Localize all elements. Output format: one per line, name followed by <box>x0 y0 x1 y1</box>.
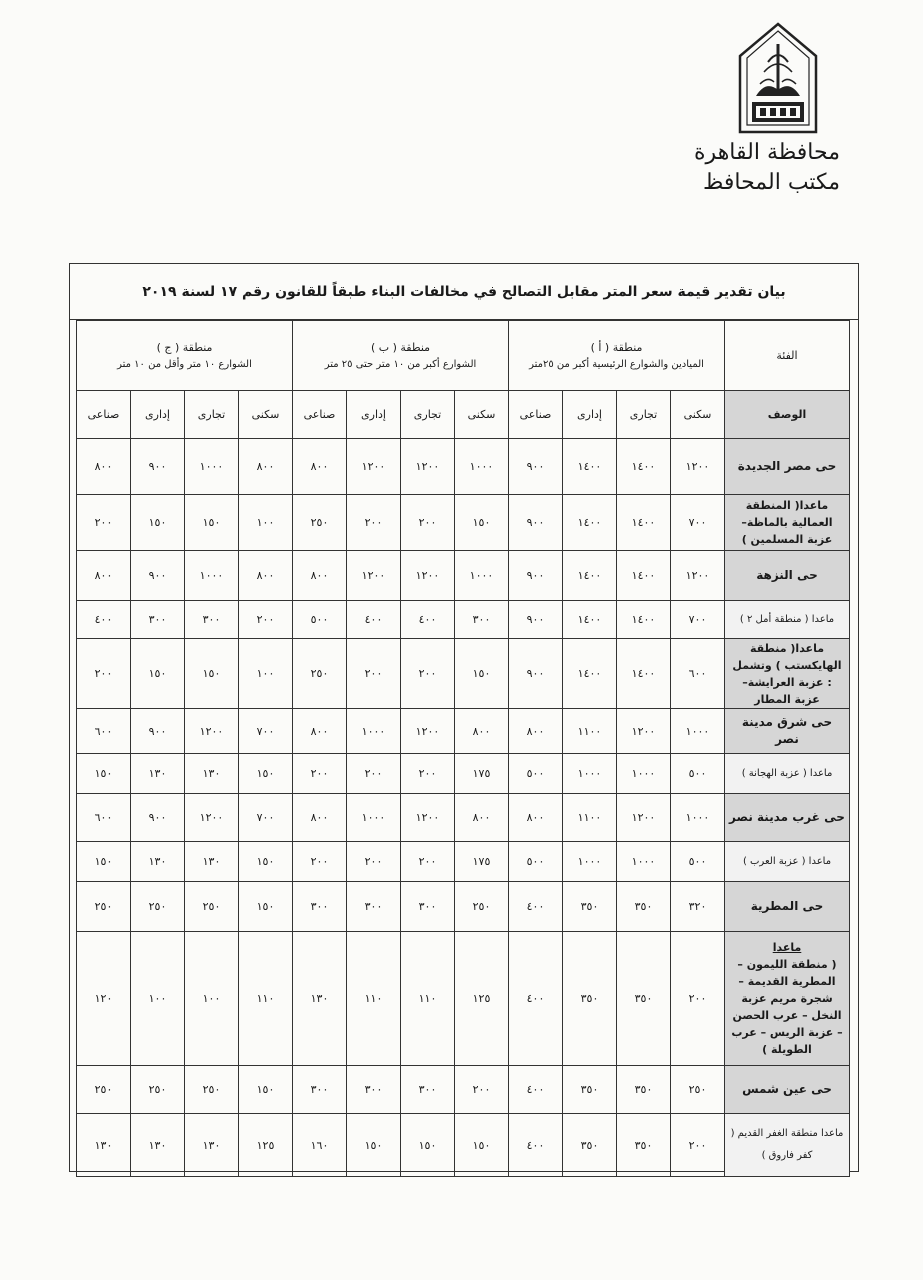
price-cell: ١٤٠٠ <box>563 601 617 639</box>
price-cell: ١٦٠ <box>293 1114 347 1177</box>
price-cell: ٣٠٠ <box>401 882 455 932</box>
price-cell: ١٠٠ <box>131 932 185 1066</box>
district-name <box>725 1066 850 1114</box>
price-cell: ٢٥٠ <box>455 882 509 932</box>
table-title: بيان تقدير قيمة سعر المتر مقابل التصالح في مخالفات البناء طبقاً للقانون رقم ١٧ لسنة ٢٠١٩ <box>70 264 858 320</box>
price-cell: ١٤٠٠ <box>617 495 671 551</box>
price-cell: ١٢٥ <box>455 932 509 1066</box>
description-header: الوصف <box>725 391 850 439</box>
price-cell: ١٧٥ <box>455 842 509 882</box>
price-cell: ٢٠٠ <box>347 639 401 709</box>
usage-header: تجارى <box>617 391 671 439</box>
table-row <box>77 639 850 709</box>
price-cell: ١١٠ <box>401 932 455 1066</box>
district-name <box>725 882 850 932</box>
price-cell: ١٣٠ <box>77 1114 131 1177</box>
price-cell: ٣٢٠ <box>671 882 725 932</box>
price-cell: ٢٠٠ <box>401 754 455 794</box>
usage-header: إدارى <box>131 391 185 439</box>
usage-header: صناعى <box>77 391 131 439</box>
price-cell: ١٥٠ <box>239 842 293 882</box>
price-cell: ٩٠٠ <box>509 601 563 639</box>
table-row <box>77 754 850 794</box>
price-cell: ١٠٠٠ <box>455 551 509 601</box>
price-cell: ٢٠٠ <box>455 1066 509 1114</box>
price-cell: ١٢٠ <box>77 932 131 1066</box>
price-cell: ١٥٠ <box>239 882 293 932</box>
price-cell: ١٢٠٠ <box>401 709 455 754</box>
exception-heading: ماعدا <box>772 941 802 954</box>
price-cell: ٩٠٠ <box>509 495 563 551</box>
price-cell: ١٣٠ <box>293 932 347 1066</box>
district-name <box>725 439 850 495</box>
price-cell: ٢٠٠ <box>671 932 725 1066</box>
row-label: ماعدا ( منطقة أمل ٢ ) <box>739 613 835 625</box>
price-cell: ٩٠٠ <box>131 794 185 842</box>
price-cell: ٦٠٠ <box>671 639 725 709</box>
price-cell: ١٤٠٠ <box>563 639 617 709</box>
price-cell: ٨٠٠ <box>455 794 509 842</box>
price-cell: ٨٠٠ <box>509 709 563 754</box>
price-cell: ٧٠٠ <box>671 495 725 551</box>
price-cell: ٢٠٠ <box>401 842 455 882</box>
pricing-table <box>76 320 850 1177</box>
price-cell: ١٠٠ <box>239 639 293 709</box>
price-cell: ٦٠٠ <box>77 709 131 754</box>
price-cell: ٨٠٠ <box>293 551 347 601</box>
price-cell: ٣٠٠ <box>185 601 239 639</box>
zone-c-name: منطقة ( ج ) <box>156 340 213 354</box>
price-cell: ٤٠٠ <box>509 1114 563 1177</box>
zone-a-header <box>509 321 725 391</box>
table-row <box>77 551 850 601</box>
usage-header: صناعى <box>509 391 563 439</box>
price-cell: ٢٥٠ <box>671 1066 725 1114</box>
price-cell: ١٢٠٠ <box>347 551 401 601</box>
price-cell: ٤٠٠ <box>509 882 563 932</box>
row-label: حى النزهة <box>756 568 818 582</box>
governorate-name: محافظة القاهرة <box>694 140 840 165</box>
price-cell: ٧٠٠ <box>239 709 293 754</box>
usage-header-row <box>77 391 850 439</box>
price-cell: ١١٠٠ <box>563 709 617 754</box>
price-cell: ١٣٠ <box>185 754 239 794</box>
row-label: ماعدا( المنطقة العمالية بالماظة– عزبة المسلمين ) <box>741 499 833 546</box>
price-cell: ٥٠٠ <box>509 754 563 794</box>
price-cell: ١٢٠٠ <box>671 439 725 495</box>
price-cell: ١٤٠٠ <box>563 495 617 551</box>
price-cell: ٨٠٠ <box>293 709 347 754</box>
price-cell: ١١٠ <box>347 932 401 1066</box>
price-cell: ٢٥٠ <box>185 1066 239 1114</box>
row-label: ماعدا ( عزبة الهجانة ) <box>741 767 833 779</box>
exception-description <box>725 932 850 1066</box>
row-label: ماعدا ( عزبة العرب ) <box>742 855 832 867</box>
price-cell: ٢٥٠ <box>293 639 347 709</box>
usage-header: تجارى <box>401 391 455 439</box>
price-cell: ١٤٠٠ <box>617 551 671 601</box>
price-cell: ٨٠٠ <box>293 439 347 495</box>
price-cell: ١٥٠ <box>131 639 185 709</box>
district-name <box>725 551 850 601</box>
exception-description <box>725 495 850 551</box>
pricing-table-frame <box>69 263 859 1172</box>
price-cell: ٢٠٠ <box>671 1114 725 1177</box>
price-cell: ٢٠٠ <box>77 639 131 709</box>
price-cell: ١٤٠٠ <box>617 601 671 639</box>
exception-description <box>725 1114 850 1177</box>
price-cell: ١٠٠٠ <box>617 842 671 882</box>
price-cell: ٣٠٠ <box>131 601 185 639</box>
price-cell: ٥٠٠ <box>509 842 563 882</box>
price-cell: ١٥٠ <box>77 842 131 882</box>
price-cell: ٦٠٠ <box>77 794 131 842</box>
price-cell: ٣٥٠ <box>563 1066 617 1114</box>
price-cell: ١٥٠ <box>239 754 293 794</box>
price-cell: ١٥٠ <box>239 1066 293 1114</box>
price-cell: ١٣٠ <box>131 842 185 882</box>
price-cell: ٣٥٠ <box>563 932 617 1066</box>
price-cell: ١٢٠٠ <box>617 709 671 754</box>
governorate-header <box>690 138 840 198</box>
row-label: حى شرق مدينة نصر <box>741 715 833 746</box>
price-cell: ٥٠٠ <box>671 842 725 882</box>
price-cell: ١٤٠٠ <box>617 639 671 709</box>
price-cell: ٣٠٠ <box>347 882 401 932</box>
price-cell: ١٠٠٠ <box>671 709 725 754</box>
price-cell: ١١٠ <box>239 932 293 1066</box>
exception-description <box>725 639 850 709</box>
row-label: ماعدا منطقة الغفر القديم ( كفر فاروق ) <box>730 1128 844 1161</box>
exception-description <box>725 842 850 882</box>
price-cell: ١٤٠٠ <box>617 439 671 495</box>
price-cell: ١٢٥ <box>239 1114 293 1177</box>
price-cell: ١٠٠٠ <box>185 439 239 495</box>
price-cell: ٢٠٠ <box>77 495 131 551</box>
row-label: حى المطرية <box>750 899 824 913</box>
price-cell: ٣٥٠ <box>563 882 617 932</box>
price-cell: ١٥٠ <box>347 1114 401 1177</box>
price-cell: ١٤٠٠ <box>563 439 617 495</box>
price-cell: ٢٠٠ <box>347 754 401 794</box>
price-cell: ٤٠٠ <box>509 932 563 1066</box>
price-cell: ٢٥٠ <box>131 882 185 932</box>
price-cell: ١٥٠ <box>77 754 131 794</box>
price-cell: ٥٠٠ <box>671 754 725 794</box>
price-cell: ١٠٠ <box>239 495 293 551</box>
price-cell: ٢٥٠ <box>77 1066 131 1114</box>
price-cell: ٢٥٠ <box>131 1066 185 1114</box>
price-cell: ٨٠٠ <box>77 551 131 601</box>
zone-a-desc: الميادين والشوارع الرئيسية أكبر من ٢٥متر <box>529 358 704 370</box>
table-row <box>77 495 850 551</box>
office-name: مكتب المحافظ <box>702 170 840 195</box>
row-label: حى عين شمس <box>742 1082 832 1096</box>
cairo-governorate-logo <box>738 22 818 134</box>
price-cell: ١٢٠٠ <box>671 551 725 601</box>
usage-header: تجارى <box>185 391 239 439</box>
price-cell: ٢٠٠ <box>347 495 401 551</box>
price-cell: ٣٥٠ <box>617 1066 671 1114</box>
zone-b-name: منطقة ( ب ) <box>370 340 431 354</box>
price-cell: ٣٠٠ <box>347 1066 401 1114</box>
price-cell: ٢٠٠ <box>401 639 455 709</box>
price-cell: ١٠٠٠ <box>347 794 401 842</box>
table-row <box>77 794 850 842</box>
price-cell: ٤٠٠ <box>77 601 131 639</box>
table-row <box>77 439 850 495</box>
price-cell: ٤٠٠ <box>401 601 455 639</box>
price-cell: ٢٠٠ <box>293 842 347 882</box>
price-cell: ٨٠٠ <box>239 551 293 601</box>
price-cell: ٣٠٠ <box>293 1066 347 1114</box>
price-cell: ٧٠٠ <box>671 601 725 639</box>
row-label: ( منطقة الليمون – المطرية القديمة – شجرة مريم عزبة النخل – عرب الحصن – عزبة الريس – عرب الطويلة ) <box>731 958 843 1056</box>
price-cell: ١٥٠ <box>185 495 239 551</box>
price-cell: ٧٠٠ <box>239 794 293 842</box>
price-cell: ٨٠٠ <box>77 439 131 495</box>
price-cell: ١٠٠٠ <box>617 754 671 794</box>
price-cell: ٩٠٠ <box>131 439 185 495</box>
usage-header: إدارى <box>563 391 617 439</box>
price-cell: ١٢٠٠ <box>347 439 401 495</box>
price-cell: ٢٥٠ <box>185 882 239 932</box>
price-cell: ١٢٠٠ <box>401 794 455 842</box>
price-cell: ١٠٠٠ <box>671 794 725 842</box>
price-cell: ١٢٠٠ <box>401 551 455 601</box>
price-cell: ١٥٠ <box>455 1114 509 1177</box>
usage-header: سكنى <box>671 391 725 439</box>
usage-header: سكنى <box>239 391 293 439</box>
price-cell: ٨٠٠ <box>293 794 347 842</box>
usage-header: صناعى <box>293 391 347 439</box>
price-cell: ١٥٠ <box>455 639 509 709</box>
price-cell: ١٥٠ <box>131 495 185 551</box>
price-cell: ٣٥٠ <box>563 1114 617 1177</box>
price-cell: ٣٠٠ <box>401 1066 455 1114</box>
table-row <box>77 1114 850 1177</box>
price-cell: ١٥٠ <box>401 1114 455 1177</box>
price-cell: ٢٥٠ <box>77 882 131 932</box>
usage-header: سكنى <box>455 391 509 439</box>
price-cell: ٤٠٠ <box>509 1066 563 1114</box>
price-cell: ٩٠٠ <box>131 709 185 754</box>
price-cell: ١٠٠ <box>185 932 239 1066</box>
price-cell: ٨٠٠ <box>455 709 509 754</box>
row-label: حى مصر الجديدة <box>737 459 837 473</box>
price-cell: ١٣٠ <box>185 842 239 882</box>
price-cell: ١٣٠ <box>131 754 185 794</box>
price-cell: ١٠٠٠ <box>185 551 239 601</box>
price-cell: ٥٠٠ <box>293 601 347 639</box>
price-cell: ٢٠٠ <box>293 754 347 794</box>
price-cell: ١٥٠ <box>185 639 239 709</box>
category-header: الفئة <box>725 321 850 391</box>
price-cell: ١٢٠٠ <box>617 794 671 842</box>
price-cell: ١٠٠٠ <box>563 754 617 794</box>
price-cell: ٩٠٠ <box>131 551 185 601</box>
price-cell: ١٧٥ <box>455 754 509 794</box>
price-cell: ١٢٠٠ <box>185 709 239 754</box>
exception-description <box>725 601 850 639</box>
price-cell: ١٢٠٠ <box>401 439 455 495</box>
price-cell: ٩٠٠ <box>509 639 563 709</box>
table-row <box>77 882 850 932</box>
price-cell: ٤٠٠ <box>347 601 401 639</box>
price-cell: ١٣٠ <box>185 1114 239 1177</box>
zone-a-name: منطقة ( أ ) <box>590 340 643 354</box>
price-cell: ٩٠٠ <box>509 439 563 495</box>
table-row <box>77 932 850 1066</box>
district-name <box>725 709 850 754</box>
price-cell: ١٠٠٠ <box>455 439 509 495</box>
price-cell: ٢٥٠ <box>293 495 347 551</box>
zone-c-header <box>77 321 293 391</box>
table-row <box>77 842 850 882</box>
price-cell: ١٥٠ <box>455 495 509 551</box>
table-row <box>77 709 850 754</box>
price-cell: ١١٠٠ <box>563 794 617 842</box>
price-cell: ٣٥٠ <box>617 932 671 1066</box>
price-cell: ١٢٠٠ <box>185 794 239 842</box>
price-cell: ٢٠٠ <box>239 601 293 639</box>
table-row <box>77 601 850 639</box>
row-label: ماعدا( منطقة الهايكستب ) وتشمل : عزبة العرايشة– عزبة المطار <box>732 641 842 706</box>
usage-header: إدارى <box>347 391 401 439</box>
price-cell: ٢٠٠ <box>401 495 455 551</box>
zone-b-desc: الشوارع أكبر من ١٠ متر حتى ٢٥ متر <box>324 358 477 370</box>
zone-header-row <box>77 321 850 391</box>
price-cell: ٨٠٠ <box>239 439 293 495</box>
price-cell: ٣٥٠ <box>617 1114 671 1177</box>
price-cell: ١٠٠٠ <box>563 842 617 882</box>
price-cell: ١٣٠ <box>131 1114 185 1177</box>
exception-description <box>725 754 850 794</box>
price-cell: ٢٠٠ <box>347 842 401 882</box>
price-cell: ١٤٠٠ <box>563 551 617 601</box>
price-cell: ٨٠٠ <box>509 794 563 842</box>
price-cell: ٣٠٠ <box>455 601 509 639</box>
district-name <box>725 794 850 842</box>
table-row <box>77 1066 850 1114</box>
row-label: حى غرب مدينة نصر <box>729 810 845 824</box>
price-cell: ١٠٠٠ <box>347 709 401 754</box>
zone-b-header <box>293 321 509 391</box>
zone-c-desc: الشوارع ١٠ متر وأقل من ١٠ متر <box>117 358 252 370</box>
price-cell: ٣٥٠ <box>617 882 671 932</box>
price-cell: ٣٠٠ <box>293 882 347 932</box>
price-cell: ٩٠٠ <box>509 551 563 601</box>
